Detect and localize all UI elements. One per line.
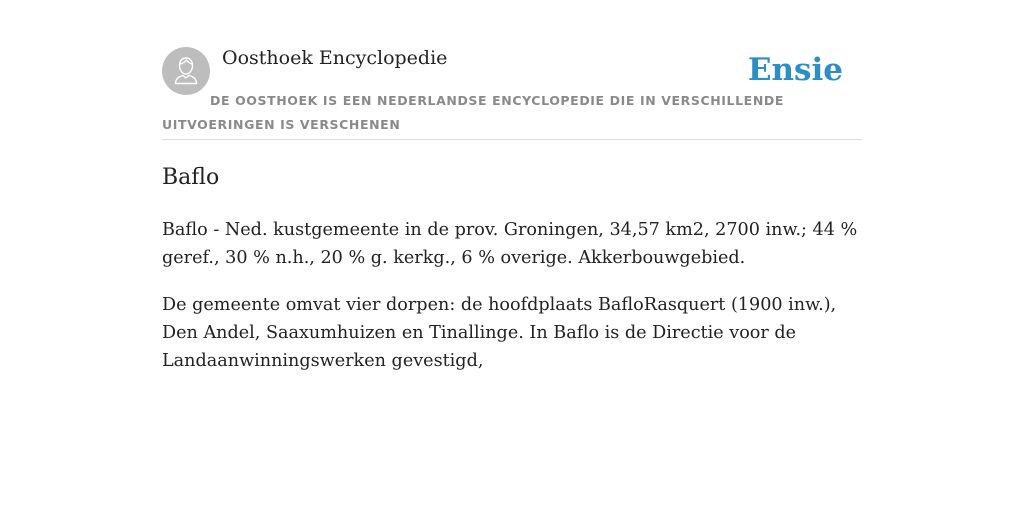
page-content — [162, 0, 862, 512]
source-description: DE OOSTHOEK IS EEN NEDERLANDSE ENCYCLOPEDIE DIE IN VERSCHILLENDE UITVOERINGEN IS VERSCHENEN — [162, 93, 784, 132]
brand-logo[interactable]: Ensie — [747, 52, 843, 88]
article-paragraph: De gemeente omvat vier dorpen: de hoofdplaats BafloRasquert (1900 inw.), Den Andel, Saaxumhuizen en Tinallinge. In Baflo is de Directie voor de Landaanwinningswerken gevestigd, — [162, 295, 837, 371]
article-paragraph: Baflo - Ned. kustgemeente in de prov. Groningen, 34,57 km2, 2700 inw.; 44 % geref., 30 % n.h., 20 % g. kerkg., 6 % overige. Akkerbouwgebied. — [162, 220, 858, 268]
source-name[interactable]: Oosthoek Encyclopedie — [222, 47, 448, 69]
article-title: Baflo — [162, 165, 220, 190]
user-silhouette-icon — [162, 47, 210, 95]
source-avatar[interactable] — [162, 47, 210, 95]
article-header — [162, 0, 862, 140]
